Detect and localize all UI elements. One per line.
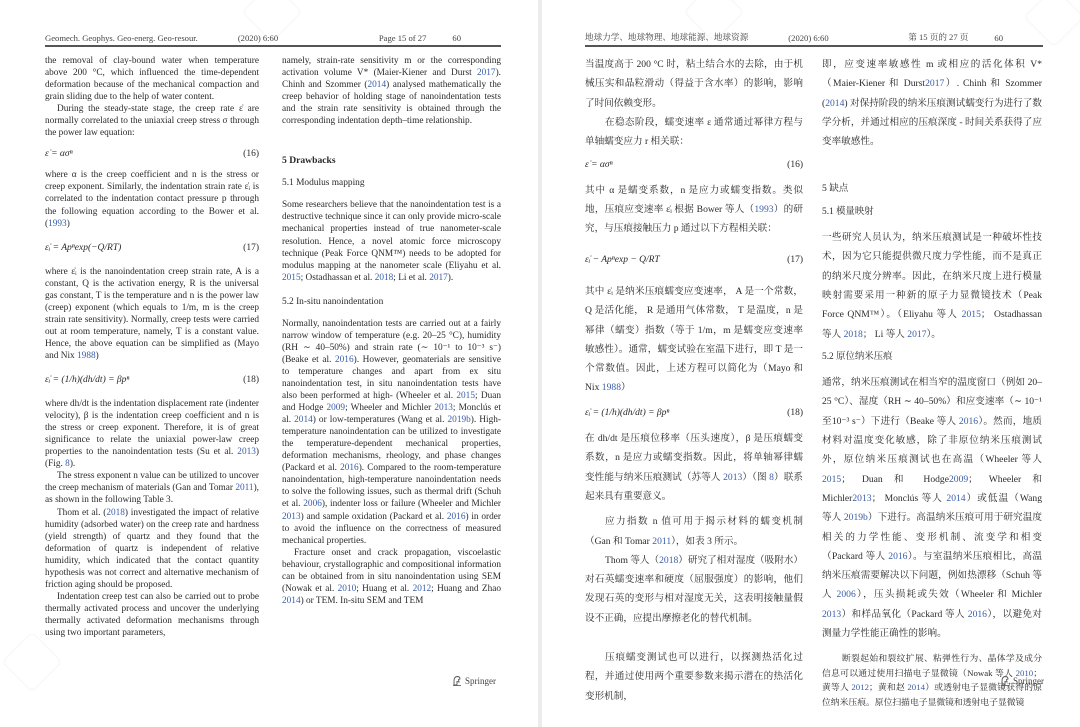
text: where dh/dt is the indentation displacement rate (indenter velocity), β is the indentation creep coefficient and n is the stress or creep exponent. Therefore, it is of great significance to relate the uniaxial power-law creep properties to the nanoindentation tests (Su et al. (45, 399, 260, 458)
text: ）联系起来具有重要意义。 (585, 471, 803, 502)
text: ）研究了相对湿度（吸附水）对石英蠕变速率和硬度（屈服强度）的影响，他们发现石英的变形与相对湿度无关，这表明接触量假设不正确，应提出摩擦老化的替代机制。 (585, 554, 804, 624)
text: ) or TEM. In-situ SEM and TEM (300, 595, 424, 606)
text: ), as shown in the following Table 3. (45, 483, 259, 506)
text: ). (447, 272, 454, 283)
publisher-logo (452, 675, 496, 686)
text: ; Huang and Zhao (431, 583, 501, 594)
citation-link[interactable]: 1993 (754, 204, 774, 216)
publisher-name: Springer (1013, 675, 1044, 686)
section-heading: 5 Drawbacks (282, 155, 336, 167)
paragraph (585, 551, 803, 628)
citation-link[interactable]: 2014 (825, 97, 845, 109)
text: ；黄等人 (822, 667, 1042, 693)
page-number: Page 15 of 27 (378, 33, 427, 43)
equation-expr: ε̇ = ασⁿ (45, 149, 73, 160)
english-page (0, 0, 538, 727)
paragraph (282, 547, 501, 607)
citation-link[interactable]: 2015 (822, 473, 842, 485)
text: ），压头损耗或失效（Wheeler 和 Michler (855, 589, 1042, 601)
text: 在 dh/dt 是压痕位移率（压头速度），β 是压痕蠕变系数，n 是应力或蠕变指数。因此，将单轴幂律蠕变性能与纳米压痕测试（苏等人 (585, 433, 803, 483)
year-volume: (2020) 6:60 (788, 33, 829, 43)
text: 应力指数 n 值可用于揭示材料的蠕变机制（Gan 和 Tomar (585, 516, 803, 547)
right-column (282, 55, 501, 607)
equation-16 (585, 156, 803, 175)
page-header (585, 27, 1043, 43)
paragraph (45, 470, 259, 506)
paragraph (45, 266, 259, 362)
text: ; Li et al. (393, 272, 430, 283)
citation-link[interactable]: 2016 (967, 608, 987, 620)
citation-link[interactable]: 2013 (237, 447, 256, 458)
text: ). Chinh and Szommer ( (282, 68, 501, 91)
page-header (45, 27, 501, 43)
left-column (45, 55, 259, 639)
citation-link[interactable]: 2015 (456, 391, 475, 402)
citation-link[interactable]: 2013 (852, 492, 872, 504)
text: ; Huang et al. (356, 583, 413, 594)
paragraph: 在稳态阶段，蠕变速率 ε 通常通过幂律方程与单轴蠕变应力 r 相关联： (585, 116, 803, 148)
text: ; Monclús et al. (282, 403, 502, 426)
citation-link[interactable]: 2010 (1015, 667, 1034, 678)
citation-link[interactable]: 2014 (294, 415, 313, 426)
figure-link[interactable]: 8 (769, 471, 774, 483)
equation-18 (585, 404, 803, 423)
subsection-heading: 5.2 In-situ nanoindentation (282, 296, 384, 307)
citation-link[interactable]: 2018 (659, 554, 679, 566)
citation-link[interactable]: 2014 (367, 80, 387, 91)
citation-link[interactable]: 2009 (948, 473, 969, 485)
paragraph: the removal of clay-bound water when temperature above 200 °C, which influenced the time-dependent deformation because of the mechanical compaction and grain sliding due to the help of water content. (45, 56, 259, 103)
citation-link[interactable]: 2015 (282, 272, 301, 283)
equation-expr: ε̇ = ασⁿ (585, 160, 613, 171)
left-column (585, 55, 803, 706)
citation-link[interactable]: 2014 (907, 682, 925, 693)
paragraph (822, 228, 1042, 344)
citation-link[interactable]: 2010 (337, 583, 357, 594)
paragraph (45, 169, 259, 229)
text: ）（图 (742, 471, 770, 483)
page-number: 第 15 页的 27 页 (908, 32, 969, 42)
paragraph (45, 507, 259, 591)
equation-expr: ε̇ᵢ = (1/h)(dh/dt) = βpⁿ (45, 375, 130, 386)
equation-18 (45, 374, 259, 386)
text: 即，应变速率敏感性 m 或相应的活化体积 V*（Maier-Kiener 和 Durst (822, 59, 1042, 90)
citation-link[interactable]: 2016 (335, 354, 354, 365)
text: ). Compared to the room-temperature nanoindentation, high-temperature nanoindentation needs to solve the following issues, such as thermal drift (Schuh et al. (282, 463, 501, 510)
publisher-logo (1000, 675, 1044, 686)
text: 通常，纳米压痕测试在相当窄的温度窗口（例如 20–25 °C）、湿度（RH ∼ 40–50%）和应变速率（∼ 10⁻¹至10⁻³ s⁻）下进行（Beake 等人 (822, 377, 1042, 427)
equation-expr: ε̇ᵢ − Apⁿexp − Q/RT (585, 254, 660, 265)
text: ）的研究，与压痕接触压力 p 通过以下方程相关联： (585, 204, 803, 235)
subsection-heading: 5.1 Modulus mapping (282, 178, 365, 189)
text: ) (95, 350, 99, 361)
paragraph (282, 55, 501, 127)
text: ）下进行。高温纳米压痕可用于研究温度相关的力学性能、变形机制、流变学和相变（Packard 等人 (822, 512, 1043, 562)
citation-link[interactable]: 2018 (106, 507, 125, 518)
paragraph (282, 199, 501, 283)
paragraph (585, 512, 803, 551)
text: ) analysed mathematically the creep behavior of holding stage of nanoindentation tests and the strain rate sensitivity is obtained through the corresponding indentation depth–time relationship. (282, 80, 501, 127)
citation-link[interactable]: 1993 (48, 218, 67, 229)
equation-number: (16) (243, 149, 259, 160)
text: Thom et al. ( (57, 507, 107, 518)
text: 其中 ε̇ᵢ 是纳米压痕蠕变应变速率， A 是一个常数， Q 是活化能， R 是通用气体常数， T 是温度，n 是幂律（蠕变）指数（等于 1/m，m 是蠕变应变速率敏感性）。通常，蠕变试验在室温下进行，即 T 是一个常数值。因此，上述方程可以简化为（Mayo 和 Nix (585, 285, 803, 394)
citation-link[interactable]: 2016 (958, 415, 979, 427)
citation-link[interactable]: 2016 (446, 511, 466, 522)
citation-link[interactable]: 2014 (282, 595, 301, 606)
citation-link[interactable]: 2018 (374, 272, 394, 283)
watermark (1, 631, 63, 693)
text: ) and sample oxidation (Packard et al. (300, 511, 447, 522)
citation-link[interactable]: 2017 (429, 272, 448, 283)
text: where α is the creep coefficient and n is the stress or creep exponent. Similarly, the indentation strain rate ε̇ᵢ is correlated to the indentation contact pressure p through the following equation according to the Bower et al. ( (45, 170, 259, 229)
paragraph: Indentation creep test can also be carried out to probe thermally activated process and uncover the underlying thermally activated deformation mechanisms through using two important parameters, (45, 591, 259, 638)
equation-17 (45, 242, 259, 254)
text: ； Monclús 等人 (871, 492, 947, 504)
text: ）。与室温纳米压痕相比，高温纳米压痕需要解决以下问题，例如热漂移（Schuh 等人 (822, 550, 1043, 601)
text: ) (Fig. (45, 447, 259, 470)
paragraph (585, 181, 803, 239)
citation-link[interactable]: 2017 (907, 328, 927, 340)
section-heading: 5 缺点 (822, 183, 849, 195)
text: 其中 α 是蠕变系数，n 是应力或蠕变指数。类似地，压痕应变速率 ε̇ᵢ 根据 Bower 等人（ (585, 184, 803, 216)
citation-link[interactable]: 2011 (235, 483, 254, 494)
citation-link[interactable]: 2013 (434, 403, 453, 414)
article-number: 60 (994, 33, 1003, 43)
citation-link[interactable]: 2009 (326, 403, 346, 414)
citation-link[interactable]: 2006 (303, 499, 322, 510)
citation-link[interactable]: 1988 (77, 350, 96, 361)
text: ）或透射电子显微镜获得的原位纳米压痕。原位扫描电子显微镜和透射电子显微镜 (822, 682, 1042, 707)
text: ) (66, 218, 70, 229)
text: ; Duan and Hodge (282, 391, 501, 414)
citation-link[interactable]: 2012 (412, 583, 432, 594)
publisher-name: Springer (465, 675, 496, 686)
citation-link[interactable]: 2013 (822, 608, 842, 620)
text: ），如表 3 所示。 (671, 535, 744, 547)
year-volume: (2020) 6:60 (237, 33, 279, 43)
text: The stress exponent n value can be utilized to uncover the creep mechanism of materials (Gan and Tomar (45, 471, 259, 494)
equation-expr: ε̇ᵢ = Apⁿexp(−Q/RT) (45, 242, 122, 253)
subsection-heading: 5.1 模量映射 (822, 206, 874, 217)
text: Some researchers believe that the nanoindentation test is a destructive technique since it can only provide micro-scale mechanical properties instead of true nanometer-scale resolution. Hence, a novel atomic force microscopy technique (Peak Force QNM™) needs to be adopted for modulus mapping at the nanometer scale (Eliyahu et al. (282, 200, 501, 271)
springer-horse-icon (1000, 675, 1010, 686)
text: namely, strain-rate sensitivity m or the corresponding activation volume V* (Maier-Kiener and Durst (282, 56, 501, 79)
citation-link[interactable]: 1988 (601, 382, 621, 394)
citation-link[interactable]: 2011 (652, 535, 672, 547)
text: ) in order to avoid the influence on the correctness of measured mechanical properties. (282, 511, 501, 546)
equation-number: (18) (787, 407, 803, 418)
citation-link[interactable]: 2019b (447, 415, 471, 426)
text: 断裂起始和裂纹扩展、粘弹性行为、晶体学及成分信息可以通过使用扫描电子显微镜（Nowak 等人 (822, 653, 1042, 678)
paragraph (45, 398, 259, 470)
text: Fracture onset and crack propagation, viscoelastic behaviour, crystallographic and compositional information can be obtained from in situ nanoindentation using SEM (Nowak et al. (282, 547, 501, 594)
text: ）或低温（Wang 等人 (822, 492, 1043, 524)
citation-link[interactable]: 2013 (723, 471, 743, 483)
text: ）。然而，地质材料对温度变化敏感，除了非原位纳米压痕测试外，原位纳米压痕测试也在高温（Wheeler 等人 (822, 415, 1042, 466)
text: Normally, nanoindentation tests are carried out at a fairly narrow window of temperature (e.g. 20–25 °C), humidity (RH ∼ 40–50%) and strain rate (∼ 10⁻¹ to 10⁻³ s⁻) (Beake et al. (282, 318, 501, 365)
paragraph (822, 55, 1042, 151)
text: ； Li 等人 (862, 328, 908, 340)
text: ). High-temperature nanoindentation can be utilized to investigate the temperature-dependent mechanical properties, deformation mechanisms, rheology, and phase changes (Packard et al. (282, 415, 501, 474)
text: ) or low-temperatures (Wang et al. (312, 415, 448, 426)
paragraph: 当温度高于 200 °C 时，粘土结合水的去除，由于机械压实和晶粒滑动（得益于含水率）的影响，影响了时间依赖变形。 (585, 59, 803, 109)
article-number: 60 (452, 33, 461, 43)
header-rule (45, 45, 501, 47)
figure-link[interactable]: 8 (65, 459, 70, 470)
text: ； Duan 和 Hodge (841, 473, 949, 485)
citation-link[interactable]: 2012 (851, 682, 869, 693)
equation-number: (16) (787, 160, 803, 171)
text: ； Wheeler 和 Michler (822, 473, 1042, 504)
citation-link[interactable]: 2015 (961, 309, 981, 321)
text: ; Ostadhassan et al. (300, 272, 375, 283)
paragraph: During the steady-state stage, the creep rate ε̇ are normally correlated to the uniaxial creep stress σ through the power law equation: (45, 104, 259, 139)
paragraph: 压痕蠕变测试也可以进行，以探测热活化过程，并通过使用两个重要参数来揭示潜在的热活化变形机制， (585, 652, 803, 702)
text: ), indenter loss or failure (Wheeler and Michler (321, 499, 501, 510)
text: ），以避免对测量力学性能正确性的影响。 (822, 608, 1043, 640)
citation-link[interactable]: 2018 (843, 328, 863, 340)
equation-16 (45, 148, 259, 160)
citation-link[interactable]: 2014 (946, 492, 966, 504)
chinese-page (542, 0, 1080, 727)
citation-link[interactable]: 2019b (843, 512, 868, 524)
text: ). (69, 459, 76, 470)
text: ） (620, 382, 631, 394)
paragraph (585, 282, 803, 398)
equation-number: (17) (787, 254, 803, 265)
citation-link[interactable]: 2006 (836, 589, 856, 601)
text: ）和样品氧化（Packard 等人 (841, 608, 968, 620)
right-column (822, 55, 1042, 709)
citation-link[interactable]: 2017 (925, 78, 945, 90)
journal-name: Geomech. Geophys. Geo-energ. Geo-resour. (45, 33, 198, 43)
equation-expr: ε̇ᵢ = (1/h)(dh/dt) = βpⁿ (585, 407, 670, 418)
text: Thom 等人（ (605, 554, 660, 566)
subsection-heading: 5.2 原位纳米压痕 (822, 351, 893, 362)
journal-name: 地球力学、地球物理、地球能源、地球资源 (585, 32, 749, 42)
text: 一些研究人员认为，纳米压痕测试是一种破坏性技术，因为它只能提供微尺度力学性能，而不是真正的纳米尺度分辨率。因此，在纳米尺度上进行模量映射需要采用一种新的原子力显微镜技术（Peak Force QNM™）。（Eliyahu 等人 (822, 232, 1042, 321)
paragraph (822, 373, 1042, 643)
citation-link[interactable]: 2013 (282, 511, 301, 522)
paragraph (282, 318, 501, 547)
equation-number: (18) (243, 375, 259, 386)
text: ； Ostadhassan 等人 (822, 309, 1042, 340)
citation-link[interactable]: 2016 (340, 463, 359, 474)
equation-17 (585, 251, 803, 270)
text: ）。 (926, 328, 941, 340)
text: ）. Chinh 和 Szommer ( (822, 78, 1042, 109)
header-rule (585, 45, 1043, 47)
citation-link[interactable]: 2016 (888, 550, 908, 562)
text: ) investigated the impact of relative humidity (adsorbed water) on the creep rate and hardness (yield strength) of quartz and they found that the deformation of quartz is independent of relative humidity, which indicated that the contact quantity hypothesis was not correct and alternative mechanism of friction aging should be proposed. (45, 507, 259, 590)
citation-link[interactable]: 2017 (476, 68, 496, 79)
text: where ε̇ᵢ is the nanoindentation creep strain rate, A is a constant, Q is the activation energy, R is the universal gas constant, T is the temperature and n is the power law (creep) exponent (which equals to 1/m, m is the creep strain rate sensitivity). Normally, creep tests were carried out at room temperature, namely, T is a constant value. Hence, the above equation can be simplified as (Mayo and Nix (45, 266, 259, 361)
paragraph (585, 429, 803, 506)
text: ；黄和赵 (869, 682, 908, 693)
text: ) 对保持阶段的纳米压痕测试蠕变行为进行了数学分析，并通过相应的压痕深度 - 时间关系获得了应变率敏感性。 (822, 97, 1042, 148)
equation-number: (17) (243, 242, 259, 253)
text: ). However, geomaterials are sensitive to temperature changes and apart from ex situ nanoindentation test, in situ nanoindentation tests have also been performed at high- (Wheeler et al. (282, 354, 501, 402)
springer-horse-icon (452, 675, 462, 686)
text: ; Wheeler and Michler (345, 403, 435, 414)
